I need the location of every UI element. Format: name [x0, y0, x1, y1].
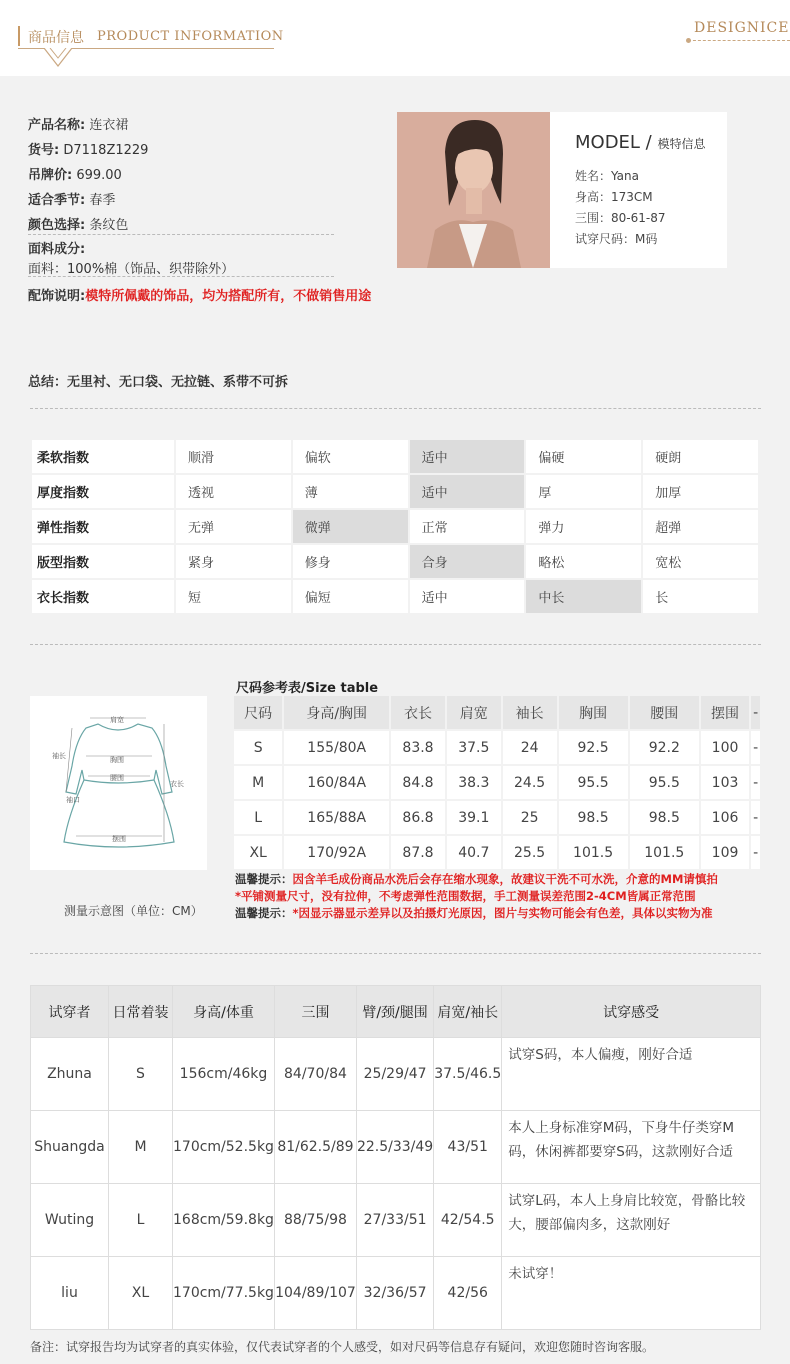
index-label: 衣长指数: [32, 580, 174, 613]
index-row: [32, 510, 758, 543]
model-name: 姓名：Yana: [575, 169, 639, 183]
measure-note: *平铺测量尺寸，没有拉伸，不考虑弹性范围数据，手工测量误差范围2-4CM皆属正常范围: [235, 889, 696, 903]
size-table-title: 尺码参考表/Size table: [236, 681, 379, 696]
color-row: [28, 214, 128, 233]
tryon-cell: 170cm/52.5kg: [173, 1111, 275, 1184]
diagram-label-hem: 摆围: [112, 835, 126, 843]
tryon-row: [31, 1111, 761, 1184]
accessory-label: 配饰说明:: [28, 289, 86, 304]
size-row: [234, 766, 760, 799]
tryon-cell: 42/56: [434, 1257, 502, 1330]
model-card: [397, 112, 727, 268]
index-row: [32, 440, 758, 473]
model-title-en: MODEL /: [575, 132, 652, 153]
section-header: [0, 0, 790, 76]
size-cell: 98.5: [630, 801, 699, 834]
size-cell: 101.5: [559, 836, 628, 869]
size-cell: 83.8: [391, 731, 445, 764]
model-illustration: [397, 112, 550, 268]
index-option: 宽松: [643, 545, 758, 578]
tryon-header-cell: 日常着装: [109, 986, 173, 1038]
size-cell: 106: [701, 801, 749, 834]
brand-underline: [688, 40, 790, 41]
index-option-selected: 微弹: [293, 510, 408, 543]
tryon-row: [31, 1184, 761, 1257]
index-option: 弹力: [526, 510, 641, 543]
index-option: 偏硬: [526, 440, 641, 473]
tryon-cell: 168cm/59.8kg: [173, 1184, 275, 1257]
index-option-selected: 合身: [410, 545, 525, 578]
accessory-note: 模特所佩戴的饰品，均为搭配所有，不做销售用途: [85, 289, 372, 304]
divider: [28, 276, 334, 277]
size-row: [234, 731, 760, 764]
product-name-label: 产品名称:: [28, 118, 86, 133]
size-cell: XL: [234, 836, 282, 869]
color-note-text: *因显示器显示差异以及拍摄灯光原因，图片与实物可能会有色差，具体以实物为准: [292, 906, 713, 920]
size-cell: 170/92A: [284, 836, 389, 869]
index-option: 超弹: [643, 510, 758, 543]
accessory-row: [28, 285, 371, 304]
diagram-caption: 测量示意图（单位：CM）: [64, 904, 203, 918]
size-header-cell: 袖长: [503, 696, 557, 729]
index-label: 柔软指数: [32, 440, 174, 473]
index-option: 无弹: [176, 510, 291, 543]
tryon-table: [30, 985, 761, 1330]
diagram-label-cuff: 袖口: [66, 796, 80, 804]
index-option: 透视: [176, 475, 291, 508]
tryon-footnote: 备注：试穿报告均为试穿者的真实体验，仅代表试穿者的个人感受，如对尺码等信息存有疑问，欢迎您随时咨询客服。: [30, 1340, 655, 1354]
tryon-row: [31, 1038, 761, 1111]
care-note: [235, 871, 718, 887]
index-option-selected: 适中: [410, 440, 525, 473]
care-note-label: 温馨提示：: [235, 872, 293, 886]
price-value: 699.00: [76, 168, 122, 183]
size-table: [232, 694, 762, 871]
size-cell: 165/88A: [284, 801, 389, 834]
index-option: 薄: [293, 475, 408, 508]
index-option: 顺滑: [176, 440, 291, 473]
tryon-feedback: 本人上身标准穿M码，下身牛仔类穿M码，休闲裤都要穿S码，这款刚好合适: [502, 1111, 761, 1184]
index-option: 加厚: [643, 475, 758, 508]
size-cell: -: [751, 766, 760, 799]
tryon-cell: 43/51: [434, 1111, 502, 1184]
diagram-label-waist: 腰围: [110, 774, 124, 782]
header-title-cn: 商品信息: [28, 30, 84, 46]
size-cell: M: [234, 766, 282, 799]
size-row: [234, 801, 760, 834]
size-cell: 38.3: [447, 766, 501, 799]
color-note: [235, 905, 713, 921]
tryon-cell: S: [109, 1038, 173, 1111]
season-label: 适合季节:: [28, 193, 86, 208]
size-header-cell: 身高/胸围: [284, 696, 389, 729]
size-cell: -: [751, 836, 760, 869]
tryon-cell: liu: [31, 1257, 109, 1330]
diagram-label-sleeve: 袖长: [52, 752, 66, 760]
model-height: 身高：173CM: [575, 190, 653, 204]
size-cell: 101.5: [630, 836, 699, 869]
index-option: 紧身: [176, 545, 291, 578]
index-label: 版型指数: [32, 545, 174, 578]
index-option: 硬朗: [643, 440, 758, 473]
model-title-cn: 模特信息: [657, 137, 706, 151]
header-notch-icon: [44, 48, 72, 68]
header-title-en: PRODUCT INFORMATION: [97, 29, 284, 44]
size-cell: S: [234, 731, 282, 764]
size-header-cell: 胸围: [559, 696, 628, 729]
size-header-cell: 摆围: [701, 696, 749, 729]
diagram-label-shoulder: 肩宽: [110, 716, 124, 724]
measurement-diagram: [30, 696, 207, 870]
size-cell: 25: [503, 801, 557, 834]
index-option: 正常: [410, 510, 525, 543]
color-label: 颜色选择:: [28, 218, 86, 233]
tryon-cell: Wuting: [31, 1184, 109, 1257]
tryon-cell: 88/75/98: [274, 1184, 356, 1257]
size-cell: 160/84A: [284, 766, 389, 799]
fabric-label: 面料成分:: [28, 242, 86, 257]
tryon-cell: 22.5/33/49: [356, 1111, 433, 1184]
size-cell: L: [234, 801, 282, 834]
size-header-cell: 腰围: [630, 696, 699, 729]
divider: [30, 644, 761, 645]
size-cell: 95.5: [559, 766, 628, 799]
tryon-cell: 104/89/107: [274, 1257, 356, 1330]
tryon-cell: Shuangda: [31, 1111, 109, 1184]
divider: [28, 234, 334, 235]
diagram-label-length: 衣长: [170, 780, 184, 788]
size-cell: 84.8: [391, 766, 445, 799]
color-value: 条纹色: [89, 218, 129, 233]
index-option: 长: [643, 580, 758, 613]
tryon-feedback: 未试穿！: [502, 1257, 761, 1330]
size-cell: 87.8: [391, 836, 445, 869]
size-cell: 98.5: [559, 801, 628, 834]
index-row: [32, 475, 758, 508]
tryon-cell: Zhuna: [31, 1038, 109, 1111]
tryon-header-cell: 试穿者: [31, 986, 109, 1038]
price-label: 吊牌价:: [28, 168, 73, 183]
fabric-value: 面料：100%棉（饰品、织带除外）: [28, 262, 235, 277]
size-cell: 92.5: [559, 731, 628, 764]
tryon-cell: 170cm/77.5kg: [173, 1257, 275, 1330]
size-cell: 155/80A: [284, 731, 389, 764]
care-note-text: 因含羊毛成份商品水洗后会存在缩水现象，故建议干洗不可水洗，介意的MM请慎拍: [292, 872, 718, 886]
tryon-cell: 156cm/46kg: [173, 1038, 275, 1111]
size-header-cell: 衣长: [391, 696, 445, 729]
size-cell: -: [751, 801, 760, 834]
index-row: [32, 545, 758, 578]
tryon-cell: M: [109, 1111, 173, 1184]
summary-text: 总结：无里衬、无口袋、无拉链、系带不可拆: [28, 375, 289, 390]
size-header-cell: 尺码: [234, 696, 282, 729]
index-row: [32, 580, 758, 613]
tryon-cell: 42/54.5: [434, 1184, 502, 1257]
tryon-cell: XL: [109, 1257, 173, 1330]
divider: [30, 408, 761, 409]
index-option: 偏短: [293, 580, 408, 613]
index-label: 厚度指数: [32, 475, 174, 508]
tryon-header-cell: 身高/体重: [173, 986, 275, 1038]
tryon-cell: 32/36/57: [356, 1257, 433, 1330]
dress-diagram-icon: [30, 696, 207, 870]
size-cell: 37.5: [447, 731, 501, 764]
tryon-feedback: 试穿S码，本人偏瘦，刚好合适: [502, 1038, 761, 1111]
model-measurements: 三围：80-61-87: [575, 211, 666, 225]
fabric-index-table: [30, 438, 760, 615]
sku-label: 货号:: [28, 143, 60, 158]
product-name-row: [28, 114, 128, 133]
tryon-header-cell: 臂/颈/腿围: [356, 986, 433, 1038]
tryon-cell: 25/29/47: [356, 1038, 433, 1111]
index-option: 适中: [410, 580, 525, 613]
size-header-cell: 肩宽: [447, 696, 501, 729]
divider: [30, 953, 761, 954]
color-note-label: 温馨提示：: [235, 906, 293, 920]
index-label: 弹性指数: [32, 510, 174, 543]
size-cell: 92.2: [630, 731, 699, 764]
diagram-label-chest: 胸围: [110, 756, 124, 764]
size-cell: 95.5: [630, 766, 699, 799]
index-option: 偏软: [293, 440, 408, 473]
size-cell: 25.5: [503, 836, 557, 869]
season-value: 春季: [89, 193, 116, 208]
tryon-feedback: 试穿L码，本人上身肩比较宽，骨骼比较大，腰部偏肉多，这款刚好: [502, 1184, 761, 1257]
model-size: 试穿尺码：M码: [575, 232, 658, 246]
index-option: 短: [176, 580, 291, 613]
tryon-header-cell: 肩宽/袖长: [434, 986, 502, 1038]
index-option: 略松: [526, 545, 641, 578]
tryon-cell: 37.5/46.5: [434, 1038, 502, 1111]
index-option-selected: 适中: [410, 475, 525, 508]
size-cell: 86.8: [391, 801, 445, 834]
index-option: 修身: [293, 545, 408, 578]
brand-logo: DESIGNICE: [694, 20, 790, 36]
size-header-cell: -: [751, 696, 760, 729]
index-option-selected: 中长: [526, 580, 641, 613]
season-row: [28, 189, 115, 208]
tryon-cell: 84/70/84: [274, 1038, 356, 1111]
size-row: [234, 836, 760, 869]
price-row: [28, 164, 122, 183]
size-cell: 24: [503, 731, 557, 764]
tryon-header-cell: 试穿感受: [502, 986, 761, 1038]
tryon-cell: 27/33/51: [356, 1184, 433, 1257]
header-accent-bar: [18, 26, 20, 46]
index-option: 厚: [526, 475, 641, 508]
size-cell: 100: [701, 731, 749, 764]
sku-value: D7118Z1229: [63, 143, 149, 158]
fabric-label-row: [28, 238, 85, 257]
tryon-row: [31, 1257, 761, 1330]
size-header-row: [234, 696, 760, 729]
size-cell: -: [751, 731, 760, 764]
model-photo: [397, 112, 550, 268]
tryon-cell: L: [109, 1184, 173, 1257]
tryon-header-row: [31, 986, 761, 1038]
size-cell: 40.7: [447, 836, 501, 869]
product-name: 连衣裙: [89, 118, 129, 133]
model-title: [575, 132, 706, 153]
tryon-header-cell: 三围: [274, 986, 356, 1038]
size-cell: 39.1: [447, 801, 501, 834]
size-cell: 103: [701, 766, 749, 799]
size-cell: 109: [701, 836, 749, 869]
sku-row: [28, 139, 148, 158]
size-cell: 24.5: [503, 766, 557, 799]
tryon-cell: 81/62.5/89: [274, 1111, 356, 1184]
